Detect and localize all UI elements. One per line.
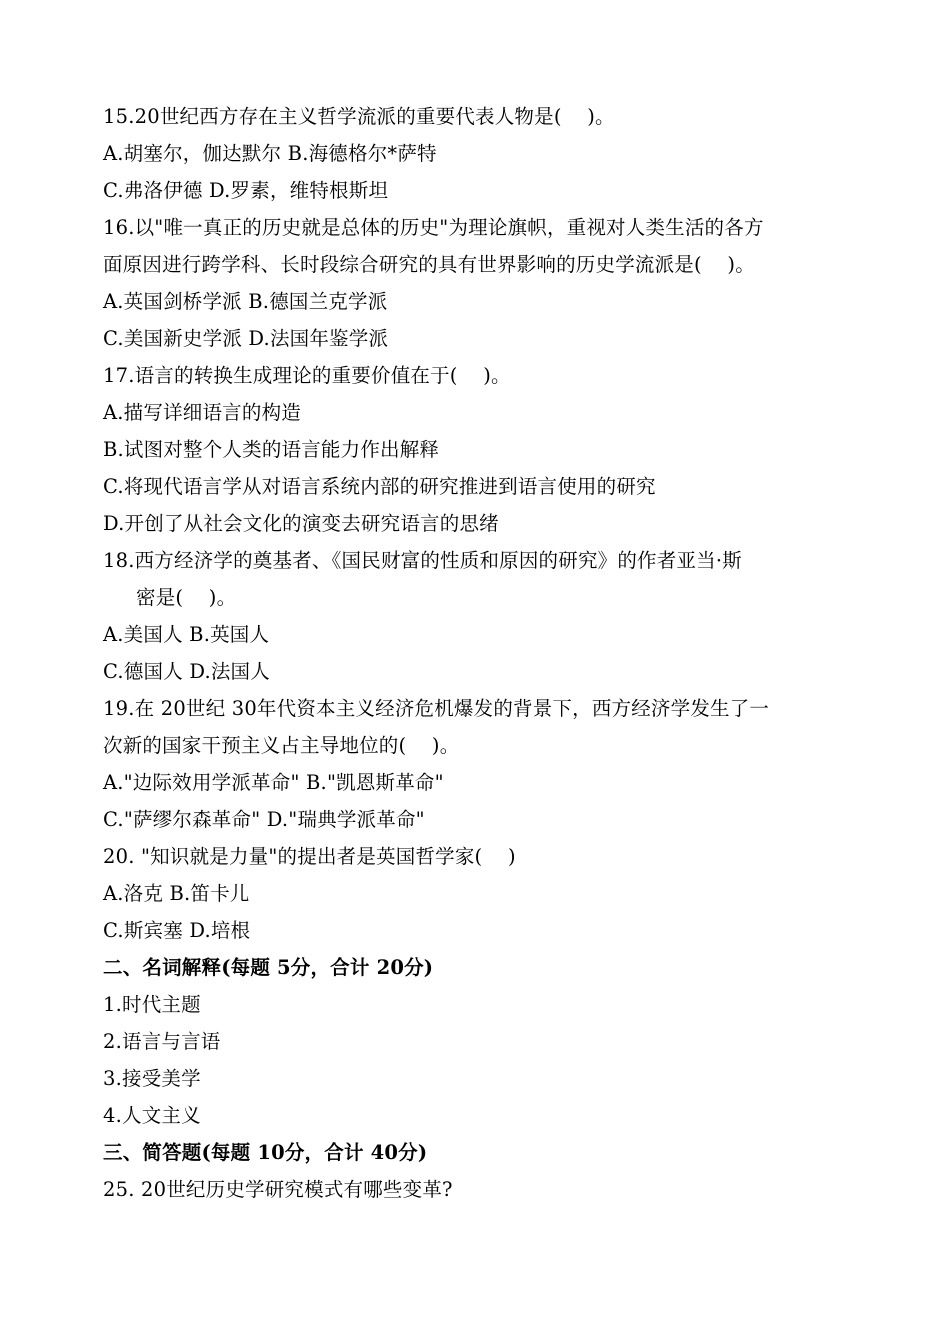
question-17-option-b: B.试图对整个人类的语言能力作出解释	[103, 438, 440, 461]
section-3-item: 25. 20世纪历史学研究模式有哪些变革?	[103, 1178, 453, 1201]
question-16-options-ab: A.英国剑桥学派 B.德国兰克学派	[103, 290, 388, 313]
question-19-options-ab: A."边际效用学派革命" B."凯恩斯革命"	[103, 771, 444, 794]
question-17-option-d: D.开创了从社会文化的演变去研究语言的思绪	[103, 512, 499, 535]
question-18-options-ab: A.美国人 B.英国人	[103, 623, 270, 646]
question-15-options-cd: C.弗洛伊德 D.罗素，维特根斯坦	[103, 179, 389, 202]
question-16-options-cd: C.美国新史学派 D.法国年鉴学派	[103, 327, 389, 350]
question-19-stem-line1: 19.在 20世纪 30年代资本主义经济危机爆发的背景下，西方经济学发生了一	[103, 697, 770, 720]
question-16-stem-line2: 面原因进行跨学科、长时段综合研究的具有世界影响的历史学流派是( )。	[103, 253, 755, 276]
question-18-stem-line1: 18.西方经济学的奠基者、《国民财富的性质和原因的研究》的作者亚当·斯	[103, 549, 742, 572]
question-19-stem-line2: 次新的国家干预主义占主导地位的( )。	[103, 734, 460, 757]
question-20-options-ab: A.洛克 B.笛卡儿	[103, 882, 250, 905]
section-2-item: 3.接受美学	[103, 1067, 201, 1090]
section-2-item: 1.时代主题	[103, 993, 201, 1016]
question-16-stem-line1: 16.以"唯一真正的历史就是总体的历史"为理论旗帜，重视对人类生活的各方	[103, 216, 764, 239]
question-15-stem: 15.20世纪西方存在主义哲学流派的重要代表人物是( )。	[103, 105, 615, 128]
question-20-options-cd: C.斯宾塞 D.培根	[103, 919, 251, 942]
section-2-item: 4.人文主义	[103, 1104, 201, 1127]
question-17-option-c: C.将现代语言学从对语言系统内部的研究推进到语言使用的研究	[103, 475, 656, 498]
question-19-options-cd: C."萨缪尔森革命" D."瑞典学派革命"	[103, 808, 425, 831]
question-20-stem: 20. "知识就是力量"的提出者是英国哲学家( )	[103, 845, 516, 868]
question-15-options-ab: A.胡塞尔，伽达默尔 B.海德格尔*萨特	[103, 142, 437, 165]
question-17-stem: 17.语言的转换生成理论的重要价值在于( )。	[103, 364, 511, 387]
section-2-heading: 二、名词解释(每题 5分，合计 20分)	[103, 956, 434, 979]
question-17-option-a: A.描写详细语言的构造	[103, 401, 301, 424]
section-2-item: 2.语言与言语	[103, 1030, 221, 1053]
question-18-options-cd: C.德国人 D.法国人	[103, 660, 270, 683]
section-3-heading: 三、简答题(每题 10分，合计 40分)	[103, 1141, 428, 1164]
question-18-stem-line2: 密是( )。	[136, 586, 237, 609]
